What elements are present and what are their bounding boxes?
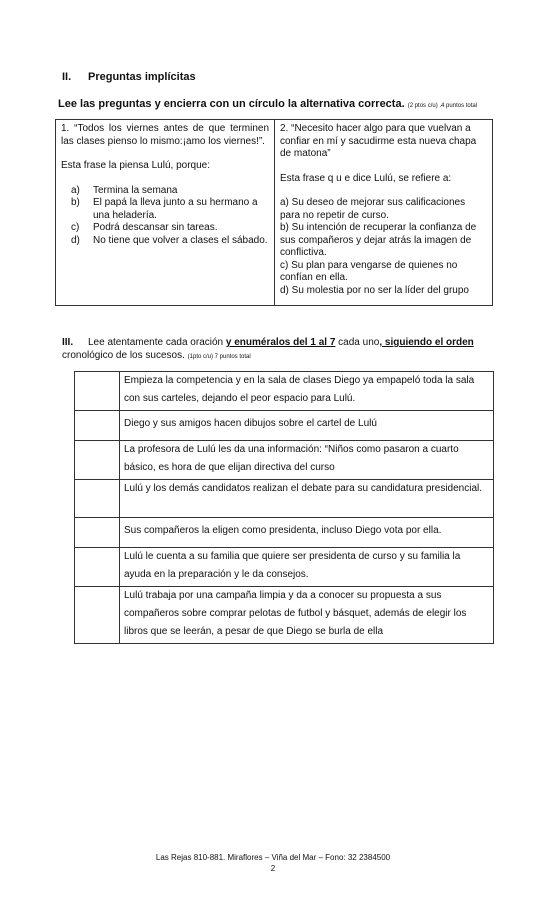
order-number-cell[interactable]: [75, 518, 120, 548]
event-text: Lulú le cuenta a su familia que quiere ser presidenta de curso y su familia la ayuda en la preparación y le da consejos.: [120, 548, 494, 587]
section-2-heading: Preguntas implícitas: [88, 71, 196, 83]
question-2-option[interactable]: a) Su deseo de mejorar sus calificaciones para no repetir de curso.: [280, 197, 466, 221]
table-row: [75, 411, 494, 441]
event-text: Sus compañeros la eligen como presidenta, incluso Diego vota por ella.: [120, 518, 494, 548]
order-number-cell[interactable]: [75, 372, 120, 411]
question-1-option[interactable]: b) El papá la lleva junto a su hermano a una heladería.: [71, 197, 258, 221]
event-text: Empieza la competencia y en la sala de clases Diego ya empapeló toda la sala con sus carteles, dejando el peor espacio para Lulú.: [120, 372, 494, 411]
table-row: [75, 587, 494, 644]
question-1-cell: [56, 120, 275, 306]
question-2-option[interactable]: d) Su molestia por no ser la líder del grupo: [280, 284, 469, 296]
questions-table: [55, 119, 493, 306]
instruction-text: Lee las preguntas y encierra con un círculo la alternativa correcta.: [58, 98, 405, 110]
table-row: [75, 441, 494, 480]
page-number: 2: [270, 864, 276, 873]
question-2-cell: [275, 120, 493, 306]
footer-address: Las Rejas 810-881. Miraflores – Viña del Mar – Fono: 32 2384500: [155, 853, 391, 862]
table-row: [75, 548, 494, 587]
event-text: Lulú y los demás candidatos realizan el debate para su candidatura presidencial.: [120, 480, 494, 518]
section-2-title: [62, 71, 196, 83]
section-2-instruction: [58, 98, 538, 110]
question-2-prompt: 2. “Necesito hacer algo para que vuelvan a confiar en mí y sacudirme esta nueva chapa de matona”: [280, 123, 477, 159]
order-number-cell[interactable]: [75, 587, 120, 644]
question-1-option[interactable]: c) Podrá descansar sin tareas.: [71, 222, 218, 233]
question-1-option[interactable]: a) Termina la semana: [71, 184, 178, 196]
table-row: [75, 480, 494, 518]
section-3-instruction: III. Lee atentamente cada oración y enuméralos del 1 al 7 cada uno, siguiendo el orden cronológico de los sucesos. (1pto c/u) 7 puntos total: [62, 337, 474, 361]
order-number-cell[interactable]: [75, 441, 120, 480]
question-2-option[interactable]: b) Su intención de recuperar la confianza de sus compañeros y dejar atrás la imagen de conflictiva.: [280, 222, 477, 258]
question-1-question: Esta frase la piensa Lulú, porque:: [61, 160, 210, 171]
question-2-question: Esta frase q u e dice Lulú, se refiere a:: [280, 172, 452, 184]
section-3-points: (1pto c/u) 7 puntos total: [187, 353, 251, 360]
question-1-option[interactable]: d) No tiene que volver a clases el sábado.: [71, 234, 268, 246]
section-2-roman: II.: [62, 71, 72, 83]
order-number-cell[interactable]: [75, 548, 120, 587]
event-text: Diego y sus amigos hacen dibujos sobre el cartel de Lulú: [120, 411, 494, 441]
section-3-roman: III.: [62, 337, 74, 348]
table-row: [75, 518, 494, 548]
question-2-option[interactable]: c) Su plan para vengarse de quienes no confían en ella.: [280, 259, 458, 283]
table-row: [75, 372, 494, 411]
event-text: La profesora de Lulú les da una información: “Niños como pasaron a cuarto básico, es hora de que elijan directiva del curso: [120, 441, 494, 480]
order-number-cell[interactable]: [75, 480, 120, 518]
instruction-points: (2 ptos c/u) .4 puntos total: [407, 103, 478, 109]
question-1-prompt: 1. “Todos los viernes antes de que terminen las clases pienso lo mismo:¡amo los viernes!”.: [61, 123, 269, 147]
order-number-cell[interactable]: [75, 411, 120, 441]
ordering-table: [74, 371, 494, 644]
question-1-options: [61, 185, 269, 248]
event-text: Lulú trabaja por una campaña limpia y da a conocer su propuesta a sus compañeros sobre comprar pelotas de futbol y básquet, además de elegir los libros que se leerán, a pesar de que Diego se burla de ella: [120, 587, 494, 644]
